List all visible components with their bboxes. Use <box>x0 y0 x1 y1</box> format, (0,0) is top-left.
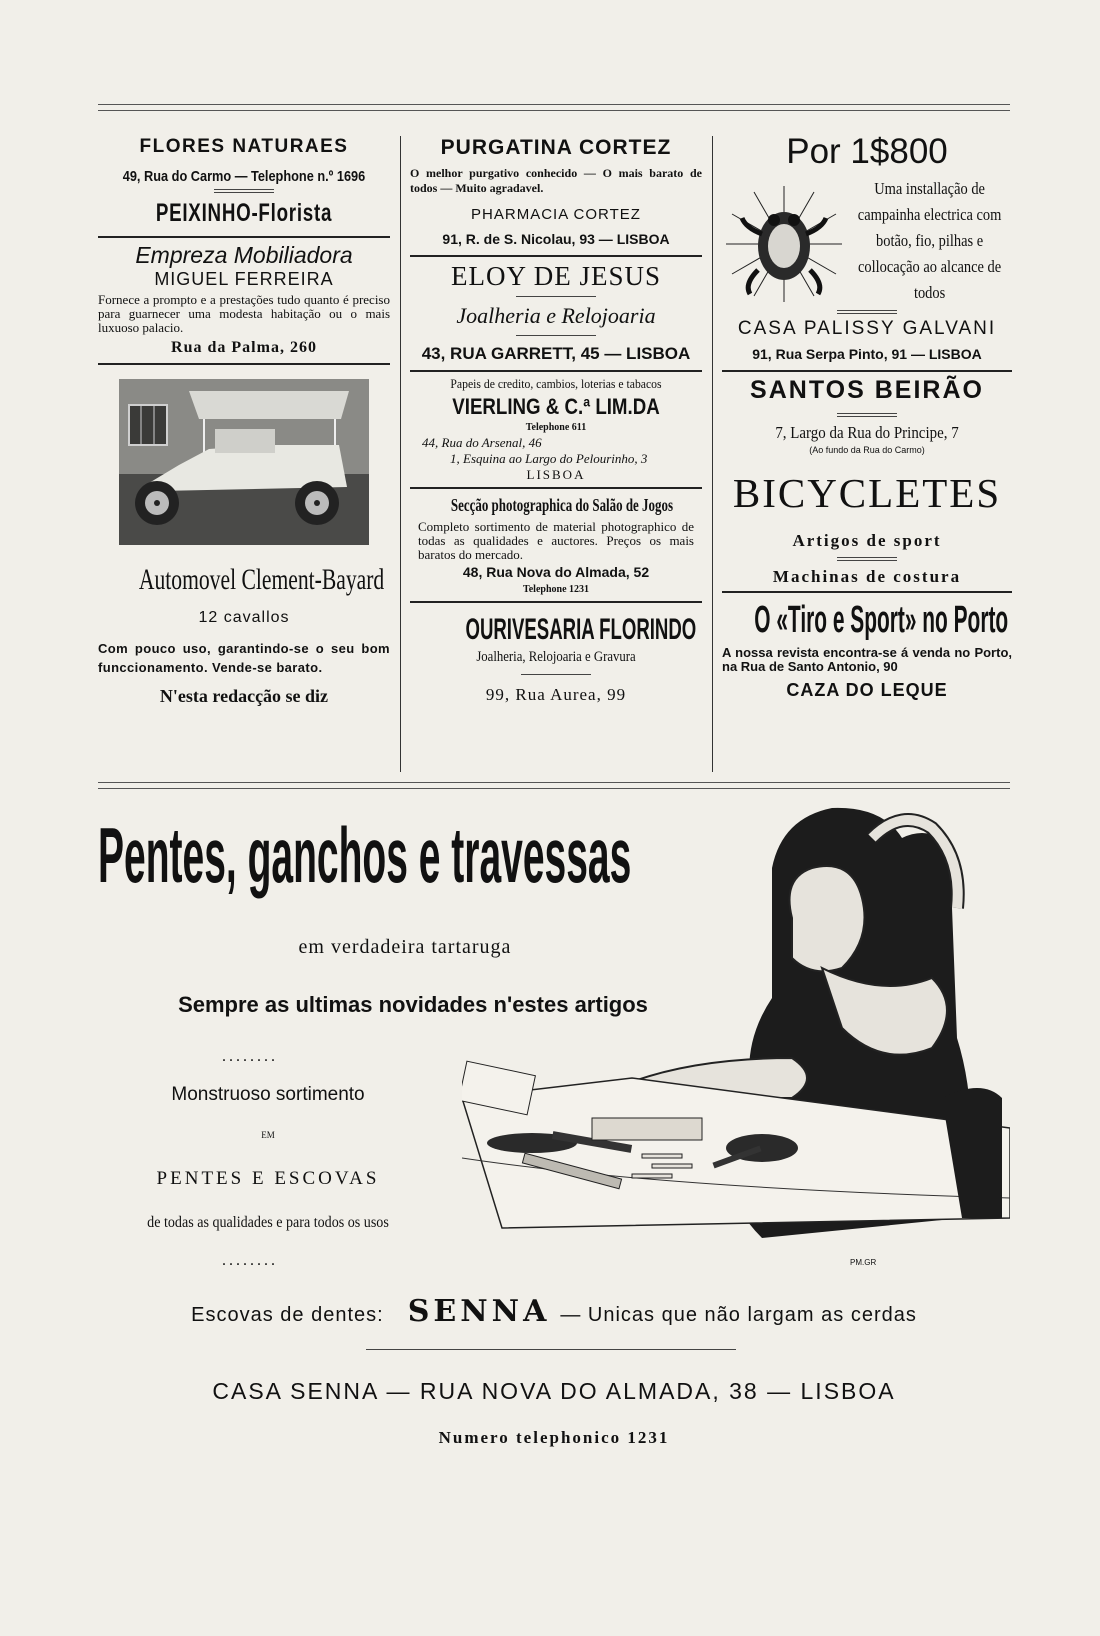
divider <box>366 1349 736 1350</box>
senna-subheadline: em verdadeira tartaruga <box>298 936 512 958</box>
casa-senna-address: CASA SENNA — RUA NOVA DO ALMADA, 38 — LISBOA <box>212 1378 896 1404</box>
senna-em: EM <box>261 1130 275 1140</box>
artigos-sport: Artigos de sport <box>792 531 942 550</box>
divider <box>410 255 702 257</box>
ad-column-3 <box>722 132 1012 701</box>
senna-brand: SENNA <box>407 1294 551 1329</box>
bicycletes-title: BICYCLETES <box>732 470 1002 516</box>
ourivesaria-address: 99, Rua Aurea, 99 <box>485 685 627 704</box>
divider <box>98 363 390 365</box>
eloy-address: 43, RUA GARRETT, 45 — LISBOA <box>421 344 691 363</box>
divider <box>837 413 897 417</box>
senna-pentes-escovas: PENTES E ESCOVAS <box>156 1168 380 1189</box>
eloy-subtitle: Joalheria e Relojoaria <box>456 303 656 328</box>
ad-column-1 <box>98 136 390 707</box>
vierling-phone: Telephone 611 <box>525 422 587 433</box>
divider <box>521 674 591 675</box>
santos-title: SANTOS BEIRÃO <box>750 376 984 404</box>
senna-qualidades: de todas as qualidades e para todos os usos <box>147 1214 389 1231</box>
tiro-description: A nossa revista encontra-se á venda no Porto, na Rua de Santo Antonio, 90 <box>722 645 1012 674</box>
peixinho-title: PEIXINHO-Florista <box>155 199 333 227</box>
santos-note: (Ao fundo da Rua do Carmo) <box>809 445 925 455</box>
divider <box>410 601 702 603</box>
divider <box>837 557 897 561</box>
car-photo <box>119 379 369 545</box>
bell-description: Uma installação de campainha electrica com botão, fio, pilhas e collocação ao alcance de todos <box>857 179 1002 302</box>
top-rule <box>98 104 1010 111</box>
divider <box>410 487 702 489</box>
empreza-description: Fornece a prompto e a prestações tudo quanto é preciso para guarnecer uma modesta habitação ou o mais luxuoso palacio. <box>98 292 390 335</box>
purgatina-title: PURGATINA CORTEZ <box>440 136 672 159</box>
flores-address: 49, Rua do Carmo — Telephone n.º 1696 <box>122 168 366 185</box>
escovas-tail: — Unicas que não largam as cerdas <box>560 1304 917 1326</box>
divider <box>722 591 1012 593</box>
tiro-title: O «Tiro e Sport» no Porto <box>754 599 1009 641</box>
empreza-address: Rua da Palma, 260 <box>171 339 317 356</box>
seccao-address: 48, Rua Nova do Almada, 52 <box>462 564 650 580</box>
santos-address: 7, Largo da Rua do Principe, 7 <box>775 423 959 442</box>
eloy-title: ELOY DE JESUS <box>450 261 661 291</box>
palissy-name: CASA PALISSY GALVANI <box>737 318 997 339</box>
divider <box>516 335 596 336</box>
section-rule <box>98 782 1010 789</box>
machinas-costura: Machinas de costura <box>772 567 962 586</box>
divider <box>410 370 702 372</box>
ourivesaria-title: OURIVESARIA FLORINDO <box>465 613 697 646</box>
empreza-title: Empreza Mobiliadora <box>135 242 353 268</box>
car-title: Automovel Clement-Bayard <box>138 563 385 596</box>
column-divider-2 <box>712 136 713 772</box>
divider <box>98 236 390 238</box>
pharmacia-name: PHARMACIA CORTEZ <box>471 206 641 223</box>
caza-leque: CAZA DO LEQUE <box>786 680 948 700</box>
divider <box>722 370 1012 372</box>
bell-price: Por 1$800 <box>786 132 948 171</box>
divider <box>214 189 274 193</box>
column-divider-1 <box>400 136 401 772</box>
vierling-address-2: 1, Esquina ao Largo do Pelourinho, 3 <box>450 451 648 466</box>
senna-monstruoso: Monstruoso sortimento <box>171 1084 365 1105</box>
car-power: 12 cavallos <box>198 609 290 626</box>
car-contact: N'esta redacção se diz <box>159 686 329 706</box>
seccao-title: Secção photographica do Salão de Jogos <box>450 495 674 515</box>
seccao-description: Completo sortimento de material photographico de todas as qualidades e auctores. Preços os mais baratos do mercado. <box>418 519 694 562</box>
purgatina-description: O melhor purgativo conhecido — O mais barato de todos — Muito agradavel. <box>410 166 702 195</box>
escovas-line <box>98 1294 1010 1329</box>
vierling-intro: Papeis de credito, cambios, loterias e tabacos <box>450 376 662 391</box>
vierling-city: LISBOA <box>526 467 586 482</box>
bell-ad-block <box>722 176 1012 304</box>
dotted-divider: ........ <box>222 1252 278 1269</box>
empreza-owner: MIGUEL FERREIRA <box>154 269 334 289</box>
flores-title: FLORES NATURAES <box>139 136 349 157</box>
divider <box>516 296 596 297</box>
pharmacia-address: 91, R. de S. Nicolau, 93 — LISBOA <box>442 231 670 247</box>
car-description: Com pouco uso, garantindo-se o seu bom funccionamento. Vende-se barato. <box>98 641 390 675</box>
woman-illustration <box>462 798 1010 1272</box>
senna-headline: Pentes, ganchos e travessas <box>98 811 632 899</box>
dotted-divider: ........ <box>222 1048 278 1065</box>
senna-novidades: Sempre as ultimas novidades n'estes artigos <box>178 992 648 1017</box>
frog-bell-illustration <box>724 184 844 304</box>
illustrator-signature: PM.GR <box>850 1258 877 1267</box>
palissy-address: 91, Rua Serpa Pinto, 91 — LISBOA <box>752 346 982 362</box>
vierling-name: VIERLING & C.ª LIM.DA <box>452 394 660 419</box>
divider <box>837 310 897 314</box>
vierling-address-1: 44, Rua do Arsenal, 46 <box>422 435 542 450</box>
escovas-label: Escovas de dentes: <box>191 1304 384 1326</box>
ourivesaria-subtitle: Joalheria, Relojoaria e Gravura <box>476 649 636 665</box>
ad-column-2 <box>410 136 702 705</box>
seccao-phone: Telephone 1231 <box>522 584 590 595</box>
senna-telephone: Numero telephonico 1231 <box>438 1428 670 1447</box>
